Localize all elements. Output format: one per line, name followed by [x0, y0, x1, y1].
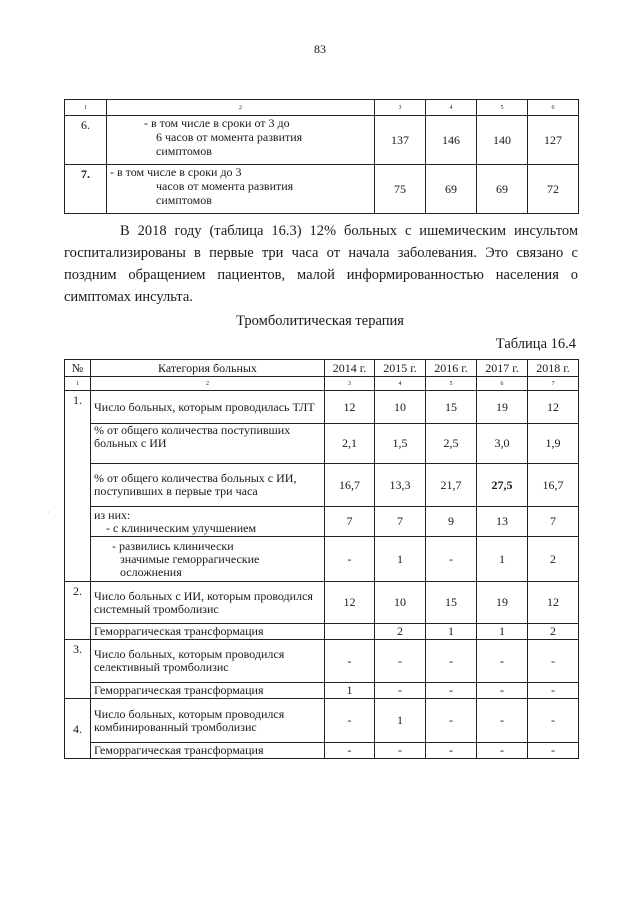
cell-value: 9	[426, 507, 477, 537]
page-number: 83	[314, 42, 326, 56]
cell-value: -	[325, 537, 375, 582]
table-row	[65, 165, 579, 214]
description-line: - в том числе в сроки до 3	[110, 165, 242, 179]
cell-value: 127	[528, 116, 579, 165]
column-number: 3	[375, 100, 426, 116]
column-number: 2	[91, 377, 325, 391]
table-row	[65, 464, 579, 507]
header-cell: №	[65, 360, 91, 377]
cell-value: 75	[375, 165, 426, 214]
category-line: значимые геморрагические	[120, 551, 260, 566]
cell-value: 19	[477, 391, 528, 424]
cell-value: 1,5	[375, 424, 426, 464]
cell-value: -	[325, 699, 375, 743]
table-row	[65, 391, 579, 424]
cell-value: -	[477, 683, 528, 699]
column-number: 4	[426, 100, 477, 116]
cell-value: -	[325, 743, 375, 759]
category-cell	[91, 537, 325, 582]
row-number: 2.	[65, 582, 91, 640]
cell-value: -	[325, 640, 375, 683]
row-description	[107, 165, 375, 214]
table-row	[65, 699, 579, 743]
cell-value: 140	[477, 116, 528, 165]
cell-value: 16,7	[528, 464, 579, 507]
category-cell: Число больных с ИИ, которым проводился системный тромболизис	[91, 582, 325, 624]
description-line: симптомов	[156, 144, 212, 158]
category-cell	[91, 507, 325, 537]
header-cell: 2017 г.	[477, 360, 528, 377]
cell-value: 12	[325, 582, 375, 624]
description-line: 6 часов от момента развития	[156, 130, 303, 144]
cell-value: -	[426, 699, 477, 743]
header-cell: 2016 г.	[426, 360, 477, 377]
table-row	[65, 582, 579, 624]
column-number: 2	[107, 100, 375, 116]
column-number: 6	[528, 100, 579, 116]
cell-value: 13	[477, 507, 528, 537]
cell-value: -	[426, 537, 477, 582]
cell-value: -	[375, 683, 426, 699]
cell-value: -	[528, 683, 579, 699]
table-row	[65, 640, 579, 683]
cell-value: -	[477, 743, 528, 759]
category-cell: Число больных, которым проводился селективный тромболизис	[91, 640, 325, 683]
row-number: 1.	[65, 391, 91, 582]
description-line: - в том числе в сроки от 3 до	[144, 116, 290, 130]
cell-value: 15	[426, 391, 477, 424]
table-row	[65, 537, 579, 582]
column-number: 5	[426, 377, 477, 391]
cell-value: 12	[528, 391, 579, 424]
cell-value: 146	[426, 116, 477, 165]
cell-value: -	[528, 640, 579, 683]
cell-value: 1	[375, 699, 426, 743]
cell-value: 7	[528, 507, 579, 537]
cell-value: 1	[426, 624, 477, 640]
cell-value: -	[375, 743, 426, 759]
cell-value	[325, 624, 375, 640]
column-number: 5	[477, 100, 528, 116]
column-number: 6	[477, 377, 528, 391]
column-number: 4	[375, 377, 426, 391]
cell-value: 27,5	[477, 464, 528, 507]
cell-value: 21,7	[426, 464, 477, 507]
scan-mark: ·	[47, 508, 50, 517]
cell-value: 137	[375, 116, 426, 165]
table-row	[65, 424, 579, 464]
cell-value: 2	[528, 537, 579, 582]
category-cell: Геморрагическая трансформация	[91, 624, 325, 640]
row-number: 6.	[65, 116, 107, 165]
cell-value: 16,7	[325, 464, 375, 507]
table-row	[65, 624, 579, 640]
cell-value: -	[426, 683, 477, 699]
category-cell: Геморрагическая трансформация	[91, 743, 325, 759]
header-cell: Категория больных	[91, 360, 325, 377]
description-line: симптомов	[156, 193, 212, 207]
table-header-row	[65, 360, 579, 377]
cell-value: 1	[477, 537, 528, 582]
cell-value: -	[375, 640, 426, 683]
cell-value: 1,9	[528, 424, 579, 464]
cell-value: 10	[375, 582, 426, 624]
category-cell: Число больных, которым проводилась ТЛТ	[91, 391, 325, 424]
cell-value: 3,0	[477, 424, 528, 464]
cell-value: 69	[426, 165, 477, 214]
category-line: - с клиническим улучшением	[106, 520, 257, 535]
table-row	[65, 743, 579, 759]
cell-value: 12	[325, 391, 375, 424]
column-number: 1	[65, 100, 107, 116]
cell-value: -	[477, 699, 528, 743]
header-cell: 2014 г.	[325, 360, 375, 377]
category-cell: Число больных, которым проводился комбинированный тромболизис	[91, 699, 325, 743]
category-cell: % от общего количества поступивших больных с ИИ	[91, 424, 325, 464]
column-number: 3	[325, 377, 375, 391]
onset-time-table	[64, 99, 579, 214]
cell-value: 2	[528, 624, 579, 640]
cell-value: -	[426, 640, 477, 683]
row-description	[107, 116, 375, 165]
category-line: - развились клинически	[112, 538, 234, 553]
cell-value: 1	[325, 683, 375, 699]
table-row	[65, 683, 579, 699]
cell-value: -	[477, 640, 528, 683]
cell-value: 10	[375, 391, 426, 424]
section-title: Тромболитическая терапия	[236, 313, 404, 329]
column-number: 7	[528, 377, 579, 391]
cell-value: 1	[375, 537, 426, 582]
row-number: 3.	[65, 640, 91, 699]
cell-value: 2,1	[325, 424, 375, 464]
cell-value: 13,3	[375, 464, 426, 507]
cell-value: 15	[426, 582, 477, 624]
cell-value: 7	[375, 507, 426, 537]
table-row	[65, 116, 579, 165]
table-caption: Таблица 16.4	[495, 336, 576, 352]
row-number: 4.	[65, 699, 91, 759]
column-number: 1	[65, 377, 91, 391]
cell-value: 19	[477, 582, 528, 624]
category-cell: Геморрагическая трансформация	[91, 683, 325, 699]
body-paragraph: В 2018 году (таблица 16.3) 12% больных с ишемическим инсультом госпитализированы в первые три часа от начала заболевания. Это связано с поздним обращением пациентов, малой информированностью населения о симптомах инсульта.	[64, 223, 578, 305]
table-row	[65, 507, 579, 537]
cell-value: -	[528, 743, 579, 759]
header-cell: 2018 г.	[528, 360, 579, 377]
cell-value: 7	[325, 507, 375, 537]
cell-value: -	[528, 699, 579, 743]
description-line: часов от момента развития	[156, 179, 294, 193]
category-cell: % от общего количества больных с ИИ, поступивших в первые три часа	[91, 464, 325, 507]
table-header-row	[65, 100, 579, 116]
header-cell: 2015 г.	[375, 360, 426, 377]
thrombolysis-table	[64, 359, 579, 759]
cell-value: 2,5	[426, 424, 477, 464]
category-line: осложнения	[120, 564, 182, 579]
column-number-row	[65, 377, 579, 391]
cell-value: -	[426, 743, 477, 759]
row-number: 7.	[65, 165, 107, 214]
cell-value: 2	[375, 624, 426, 640]
cell-value: 1	[477, 624, 528, 640]
cell-value: 72	[528, 165, 579, 214]
category-line: из них:	[94, 507, 131, 522]
cell-value: 12	[528, 582, 579, 624]
cell-value: 69	[477, 165, 528, 214]
